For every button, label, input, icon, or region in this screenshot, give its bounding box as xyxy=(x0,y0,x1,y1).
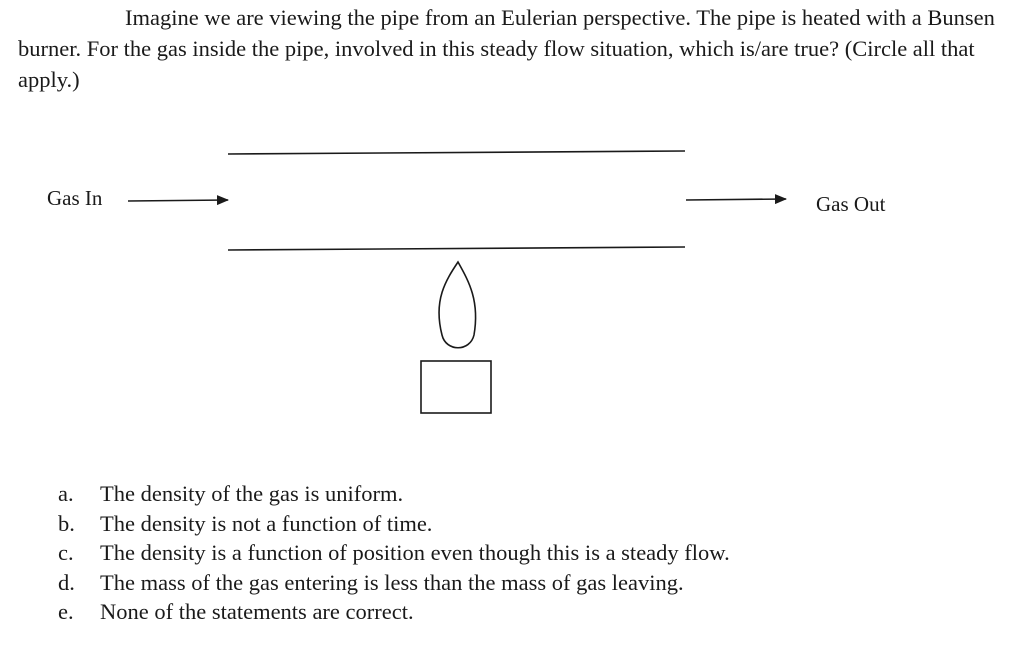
flame-icon xyxy=(439,262,476,348)
gas-in-label: Gas In xyxy=(47,186,103,210)
option-e[interactable] xyxy=(58,597,730,627)
pipe-top-wall xyxy=(228,151,685,154)
option-a[interactable] xyxy=(58,479,730,509)
option-text: The density is not a function of time. xyxy=(100,510,433,536)
option-d[interactable] xyxy=(58,568,730,598)
option-letter: c. xyxy=(58,540,74,565)
option-letter: a. xyxy=(58,481,74,506)
option-letter: b. xyxy=(58,510,75,536)
pipe-bottom-wall xyxy=(228,247,685,250)
option-letter: d. xyxy=(58,569,75,595)
option-b[interactable] xyxy=(58,509,730,539)
option-text: The mass of the gas entering is less than the mass of gas leaving. xyxy=(100,569,684,595)
inlet-arrow xyxy=(128,200,228,201)
gas-out-label: Gas Out xyxy=(816,192,886,216)
option-text: The density of the gas is uniform. xyxy=(100,481,404,506)
answer-options xyxy=(58,479,730,627)
outlet-arrow xyxy=(686,199,786,200)
question-text: Imagine we are viewing the pipe from an Eulerian perspective. The pipe is heated with a Bunsen burner. For the gas inside the pipe, involved in this steady flow situation, which is/are true? (Circle all that apply.) xyxy=(18,5,995,92)
option-letter: e. xyxy=(58,599,74,624)
option-text: None of the statements are correct. xyxy=(100,599,414,624)
option-c[interactable] xyxy=(58,538,730,568)
burner-base-icon xyxy=(421,361,491,413)
option-text: The density is a function of position even though this is a steady flow. xyxy=(100,540,730,565)
